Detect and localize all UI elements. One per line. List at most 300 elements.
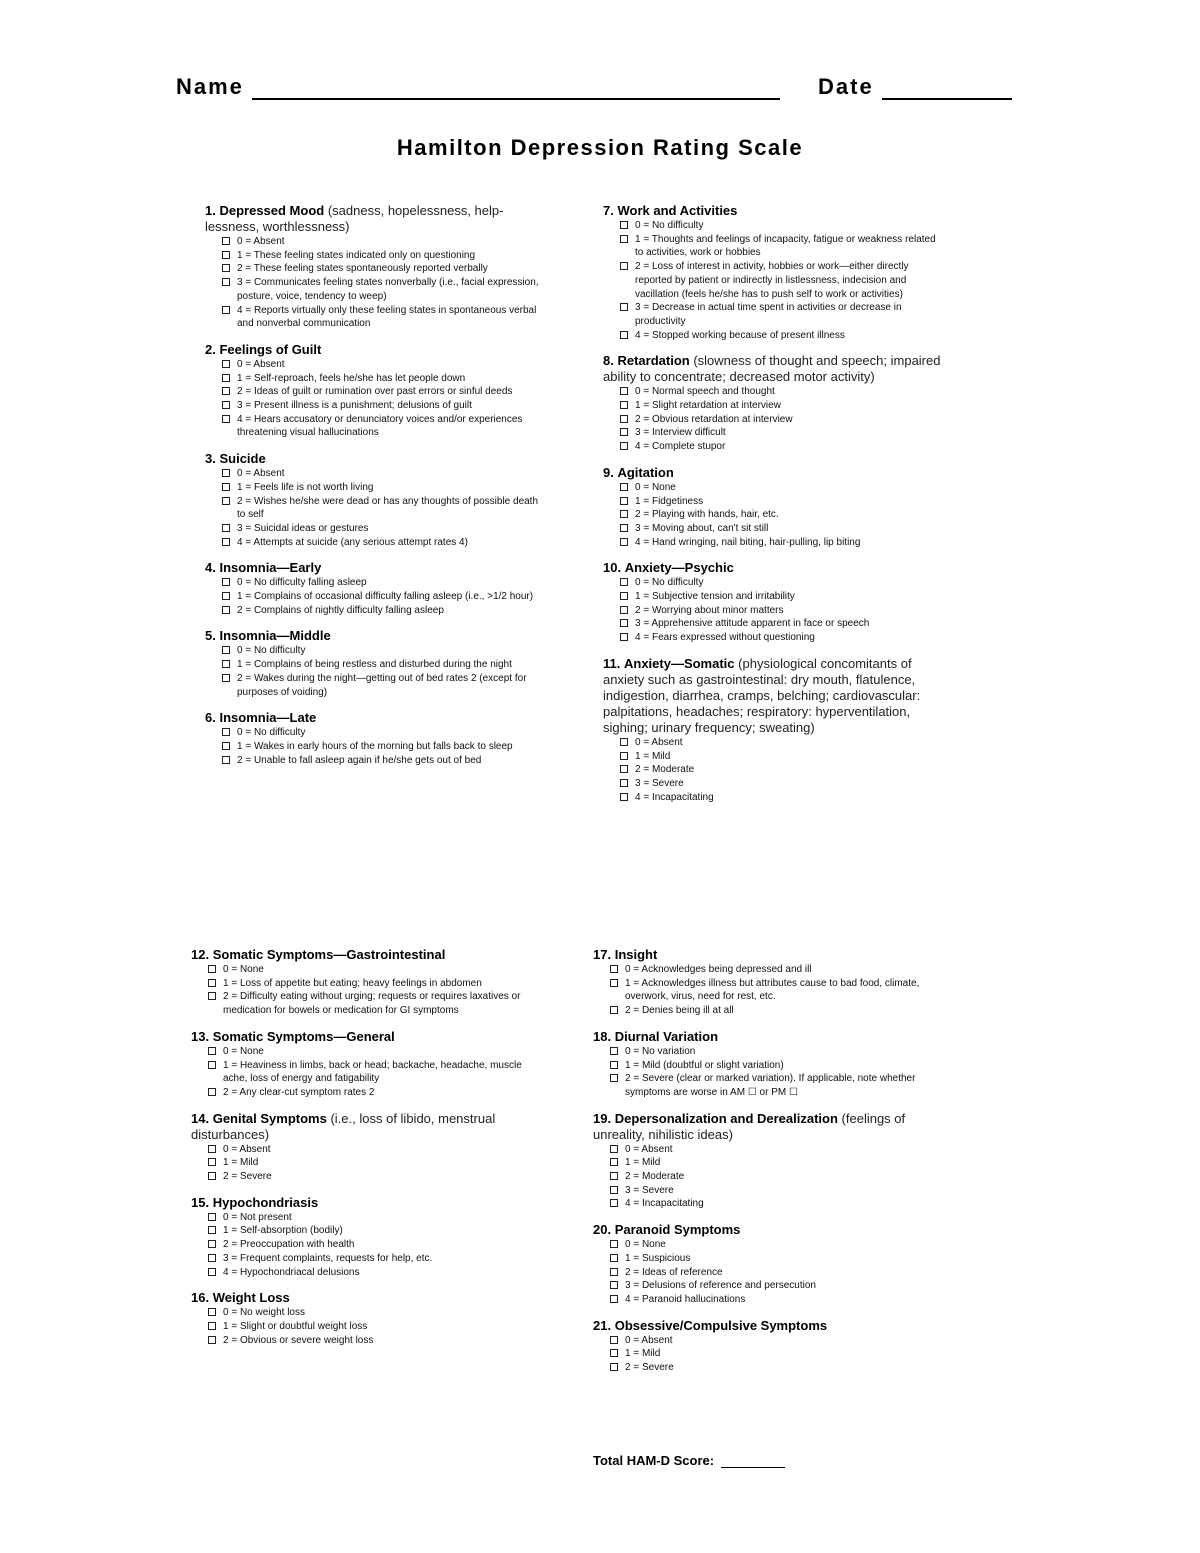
question-heading: [191, 1111, 531, 1143]
option-row: [205, 740, 545, 754]
option-label: 0 = No difficulty falling asleep: [237, 577, 367, 589]
option-label: 0 = Absent: [625, 1334, 673, 1346]
option-label: 1 = These feeling states indicated only on questioning: [237, 249, 476, 261]
option-checkbox[interactable]: [620, 738, 628, 746]
question-title: Diurnal Variation: [614, 1028, 719, 1044]
question-title: Suicide: [219, 451, 266, 467]
question-item: [603, 465, 943, 550]
column-bottom-left: [191, 947, 531, 1358]
option-checkbox[interactable]: [620, 401, 628, 409]
option-label: 0 = None: [223, 964, 264, 975]
option-row: [593, 1184, 933, 1198]
option-checkbox[interactable]: [208, 1308, 216, 1316]
question-item: [205, 628, 545, 699]
question-number: 5.: [205, 628, 216, 644]
option-checkbox[interactable]: [208, 1213, 216, 1221]
option-checkbox[interactable]: [222, 387, 230, 395]
option-checkbox[interactable]: [222, 401, 230, 409]
option-label: 0 = Acknowledges being depressed and ill: [625, 964, 812, 975]
question-number: 6.: [205, 710, 216, 726]
option-row: [191, 1059, 531, 1086]
option-row: [603, 219, 943, 233]
name-line[interactable]: [252, 76, 780, 100]
option-row: [593, 1334, 933, 1348]
question-number: 17.: [593, 947, 612, 962]
question-title: Somatic Symptoms—General: [212, 1028, 395, 1044]
option-checkbox[interactable]: [610, 979, 618, 987]
question-heading: [603, 560, 943, 576]
option-row: [593, 1045, 933, 1059]
option-label: 3 = Moving about, can't sit still: [635, 522, 769, 534]
option-label: 2 = Complains of nightly difficulty falling asleep: [237, 604, 444, 616]
option-checkbox[interactable]: [222, 606, 230, 614]
option-row: [191, 977, 531, 991]
option-row: [205, 249, 545, 263]
option-checkbox[interactable]: [222, 592, 230, 600]
option-checkbox[interactable]: [222, 469, 230, 477]
option-checkbox[interactable]: [208, 1268, 216, 1276]
option-row: [191, 1224, 531, 1238]
name-label: Name: [176, 74, 244, 99]
option-checkbox[interactable]: [620, 510, 628, 518]
option-label: 1 = Loss of appetite but eating; heavy feelings in abdomen: [223, 977, 482, 989]
option-row: [205, 726, 545, 740]
option-checkbox[interactable]: [620, 483, 628, 491]
question-heading: [191, 1029, 531, 1045]
question-number: 7.: [603, 203, 614, 218]
option-checkbox[interactable]: [610, 1349, 618, 1357]
question-number: 8.: [603, 353, 614, 369]
question-heading: [205, 203, 545, 235]
option-checkbox[interactable]: [208, 965, 216, 973]
question-heading: [191, 947, 531, 963]
question-item: [593, 1318, 933, 1375]
question-number: 13.: [191, 1028, 210, 1044]
option-checkbox[interactable]: [222, 497, 230, 505]
option-checkbox[interactable]: [208, 1061, 216, 1069]
option-label: 4 = Complete stupor: [635, 441, 726, 453]
option-row: [593, 1156, 933, 1170]
option-row: [603, 536, 943, 550]
question-title: Insomnia—Middle: [219, 628, 331, 644]
option-label: 1 = Mild (doubtful or slight variation): [625, 1059, 784, 1071]
option-checkbox[interactable]: [610, 1145, 618, 1153]
option-checkbox[interactable]: [620, 387, 628, 395]
option-checkbox[interactable]: [620, 524, 628, 532]
option-checkbox[interactable]: [222, 660, 230, 668]
option-row: [593, 1293, 933, 1307]
option-row: [205, 262, 545, 276]
question-item: [603, 560, 943, 645]
question-item: [603, 656, 943, 805]
option-checkbox[interactable]: [620, 235, 628, 243]
option-checkbox[interactable]: [610, 1172, 618, 1180]
option-row: [205, 399, 545, 413]
question-title: Anxiety—Psychic: [624, 560, 734, 576]
option-checkbox[interactable]: [610, 1158, 618, 1166]
option-checkbox[interactable]: [222, 415, 230, 423]
option-row: [593, 1197, 933, 1211]
question-title: Somatic Symptoms—Gastrointestinal: [212, 947, 446, 962]
option-checkbox[interactable]: [222, 483, 230, 491]
option-row: [593, 963, 933, 977]
question-number: 4.: [205, 560, 216, 576]
question-title: Anxiety—Somatic: [623, 655, 735, 671]
option-row: [205, 495, 545, 522]
total-score-label: Total HAM-D Score:: [593, 1453, 715, 1468]
option-label: 1 = Mild: [625, 1348, 661, 1360]
option-checkbox[interactable]: [222, 237, 230, 245]
question-item: [593, 1111, 933, 1212]
option-label: 0 = No difficulty: [237, 645, 306, 657]
option-checkbox[interactable]: [620, 331, 628, 339]
question-title: Feelings of Guilt: [219, 341, 322, 357]
column-top-right: [603, 203, 943, 815]
option-label: 0 = No difficulty: [237, 727, 306, 739]
option-row: [205, 754, 545, 768]
option-checkbox[interactable]: [620, 606, 628, 614]
option-label: 2 = Moderate: [625, 1171, 685, 1183]
option-checkbox[interactable]: [610, 1186, 618, 1194]
option-label: 3 = Delusions of reference and persecution: [625, 1280, 816, 1292]
option-checkbox[interactable]: [222, 360, 230, 368]
option-label: 4 = Incapacitating: [625, 1198, 704, 1210]
option-label: 0 = Absent: [223, 1143, 271, 1155]
option-label: 1 = Thoughts and feelings of incapacity, fatigue or weakness related to activities, work or hobbies: [635, 233, 936, 259]
option-checkbox[interactable]: [610, 1047, 618, 1055]
option-checkbox[interactable]: [610, 1295, 618, 1303]
option-checkbox[interactable]: [610, 1074, 618, 1082]
option-row: [593, 1252, 933, 1266]
option-label: 1 = Slight retardation at interview: [635, 400, 781, 412]
option-row: [603, 385, 943, 399]
option-row: [205, 604, 545, 618]
question-heading: [593, 1222, 933, 1238]
option-checkbox[interactable]: [620, 765, 628, 773]
option-row: [603, 590, 943, 604]
option-checkbox[interactable]: [620, 592, 628, 600]
option-row: [191, 1334, 531, 1348]
option-checkbox[interactable]: [222, 538, 230, 546]
option-label: 2 = Severe: [223, 1171, 272, 1183]
option-row: [191, 1170, 531, 1184]
option-row: [191, 1306, 531, 1320]
option-checkbox[interactable]: [620, 415, 628, 423]
question-title: Hypochondriasis: [212, 1194, 319, 1210]
option-checkbox[interactable]: [222, 278, 230, 286]
question-item: [603, 203, 943, 342]
option-row: [603, 399, 943, 413]
option-checkbox[interactable]: [222, 674, 230, 682]
option-checkbox[interactable]: [208, 1254, 216, 1262]
option-checkbox[interactable]: [610, 1336, 618, 1344]
column-top-left: [205, 203, 545, 778]
option-row: [593, 1238, 933, 1252]
option-checkbox[interactable]: [222, 728, 230, 736]
option-checkbox[interactable]: [222, 756, 230, 764]
option-row: [603, 604, 943, 618]
option-row: [205, 358, 545, 372]
option-checkbox[interactable]: [620, 633, 628, 641]
option-row: [593, 1143, 933, 1157]
option-row: [205, 576, 545, 590]
option-label: 2 = Obvious retardation at interview: [635, 413, 793, 425]
option-label: 3 = Severe: [625, 1184, 674, 1196]
option-checkbox[interactable]: [620, 619, 628, 627]
question-number: 18.: [593, 1028, 612, 1044]
option-checkbox[interactable]: [620, 262, 628, 270]
question-number: 10.: [603, 560, 622, 576]
option-checkbox[interactable]: [610, 1006, 618, 1014]
option-checkbox[interactable]: [222, 374, 230, 382]
question-heading: [593, 947, 933, 963]
page-title: Hamilton Depression Rating Scale: [396, 135, 804, 160]
option-label: 4 = Incapacitating: [635, 791, 714, 803]
question-heading: [205, 628, 545, 644]
option-label: 3 = Apprehensive attitude apparent in face or speech: [635, 618, 870, 630]
option-label: 3 = Frequent complaints, requests for help, etc.: [223, 1252, 433, 1264]
option-checkbox[interactable]: [620, 221, 628, 229]
option-label: 2 = Obvious or severe weight loss: [223, 1334, 374, 1346]
option-row: [603, 750, 943, 764]
date-field: [818, 74, 1012, 100]
option-label: 3 = Communicates feeling states nonverbally (i.e., facial expression, posture, voice, tendency to weep): [237, 277, 539, 302]
option-row: [603, 440, 943, 454]
option-label: 2 = Wakes during the night—getting out of bed rates 2 (except for purposes of voiding): [237, 672, 527, 698]
name-field: [176, 74, 780, 100]
option-row: [191, 1252, 531, 1266]
option-row: [205, 590, 545, 604]
option-checkbox[interactable]: [610, 1363, 618, 1371]
question-title: Insomnia—Early: [219, 560, 322, 576]
option-checkbox[interactable]: [620, 428, 628, 436]
option-checkbox[interactable]: [222, 524, 230, 532]
option-label: 2 = Preoccupation with health: [223, 1239, 355, 1251]
option-row: [603, 631, 943, 645]
option-label: 1 = Complains of being restless and disturbed during the night: [237, 659, 512, 671]
option-checkbox[interactable]: [620, 793, 628, 801]
option-label: 0 = None: [625, 1239, 666, 1251]
option-row: [593, 1004, 933, 1018]
question-number: 1.: [205, 203, 216, 218]
question-item: [593, 1222, 933, 1307]
total-score-line[interactable]: [721, 1455, 785, 1468]
option-row: [603, 426, 943, 440]
option-row: [603, 777, 943, 791]
question-item: [205, 560, 545, 617]
question-number: 2.: [205, 341, 216, 357]
question-number: 19.: [593, 1110, 612, 1126]
option-checkbox[interactable]: [610, 1254, 618, 1262]
question-number: 14.: [191, 1110, 210, 1126]
date-label: Date: [818, 74, 874, 99]
option-row: [603, 481, 943, 495]
option-label: 4 = Hears accusatory or denunciatory voices and/or experiences threatening visual hallucinations: [237, 413, 523, 439]
option-row: [191, 1143, 531, 1157]
question-number: 3.: [205, 451, 216, 467]
option-row: [593, 1072, 933, 1099]
question-heading: [205, 560, 545, 576]
option-checkbox[interactable]: [208, 992, 216, 1000]
question-title: Genital Symptoms: [212, 1110, 327, 1126]
option-label: 2 = Difficulty eating without urging; requests or requires laxatives or medication for bowels or medication for GI symptoms: [223, 991, 521, 1017]
option-label: 1 = Mild: [223, 1157, 259, 1169]
option-label: 3 = Present illness is a punishment; delusions of guilt: [237, 400, 472, 412]
option-label: 2 = These feeling states spontaneously reported verbally: [237, 263, 488, 275]
option-checkbox[interactable]: [208, 1145, 216, 1153]
question-title: Paranoid Symptoms: [614, 1222, 741, 1238]
question-heading: [593, 1111, 933, 1143]
option-row: [603, 301, 943, 328]
question-item: [593, 1029, 933, 1100]
option-row: [205, 304, 545, 331]
option-row: [191, 1086, 531, 1100]
option-label: 4 = Stopped working because of present illness: [635, 329, 845, 341]
option-row: [603, 233, 943, 260]
option-label: 1 = Mild: [635, 750, 671, 762]
question-description: (feelings of unreality, nihilistic ideas): [593, 1110, 906, 1142]
option-label: 1 = Feels life is not worth living: [237, 481, 374, 493]
option-checkbox[interactable]: [222, 306, 230, 314]
question-title: Work and Activities: [617, 203, 738, 218]
option-checkbox[interactable]: [610, 1281, 618, 1289]
option-row: [593, 1279, 933, 1293]
option-row: [191, 1045, 531, 1059]
option-checkbox[interactable]: [610, 1240, 618, 1248]
question-number: 9.: [603, 464, 614, 480]
question-title: Depressed Mood: [219, 203, 325, 218]
question-heading: [205, 342, 545, 358]
option-label: 4 = Paranoid hallucinations: [625, 1293, 746, 1305]
option-row: [205, 536, 545, 550]
option-checkbox[interactable]: [208, 1047, 216, 1055]
option-checkbox[interactable]: [610, 965, 618, 973]
question-title: Retardation: [617, 353, 690, 369]
option-checkbox[interactable]: [208, 1088, 216, 1096]
option-checkbox[interactable]: [610, 1199, 618, 1207]
question-heading: [593, 1318, 933, 1334]
option-checkbox[interactable]: [610, 1268, 618, 1276]
question-title: Depersonalization and Derealization: [614, 1110, 838, 1126]
option-label: 1 = Self-reproach, feels he/she has let people down: [237, 372, 466, 384]
option-label: 3 = Severe: [635, 777, 684, 789]
question-item: [191, 1290, 531, 1347]
option-label: 2 = Worrying about minor matters: [635, 604, 784, 616]
option-checkbox[interactable]: [620, 538, 628, 546]
question-item: [205, 451, 545, 549]
option-label: 1 = Heaviness in limbs, back or head; backache, headache, muscle ache, loss of energy and fatigability: [223, 1059, 522, 1085]
option-row: [205, 672, 545, 699]
option-checkbox[interactable]: [620, 779, 628, 787]
question-heading: [205, 451, 545, 467]
option-label: 0 = Absent: [625, 1143, 673, 1155]
option-row: [205, 658, 545, 672]
option-label: 1 = Fidgetiness: [635, 495, 704, 507]
option-checkbox[interactable]: [208, 1226, 216, 1234]
option-checkbox[interactable]: [620, 752, 628, 760]
option-checkbox[interactable]: [620, 442, 628, 450]
option-row: [603, 617, 943, 631]
question-title: Weight Loss: [212, 1290, 290, 1306]
option-checkbox[interactable]: [208, 1336, 216, 1344]
question-heading: [603, 203, 943, 219]
option-row: [593, 1059, 933, 1073]
option-label: 2 = Wishes he/she were dead or has any thoughts of possible death to self: [237, 495, 539, 521]
date-line[interactable]: [882, 76, 1012, 100]
option-label: 3 = Interview difficult: [635, 427, 726, 439]
option-checkbox[interactable]: [222, 742, 230, 750]
question-item: [205, 710, 545, 767]
option-row: [603, 522, 943, 536]
question-item: [205, 342, 545, 440]
option-row: [603, 260, 943, 301]
option-row: [593, 1347, 933, 1361]
option-label: 0 = No difficulty: [635, 220, 704, 231]
option-label: 1 = Suspicious: [625, 1252, 691, 1264]
option-checkbox[interactable]: [222, 264, 230, 272]
question-title: Insomnia—Late: [219, 710, 317, 726]
question-number: 15.: [191, 1194, 210, 1210]
option-checkbox[interactable]: [620, 578, 628, 586]
option-label: 0 = Not present: [223, 1211, 292, 1223]
option-row: [191, 1266, 531, 1280]
option-row: [205, 235, 545, 249]
option-row: [191, 963, 531, 977]
option-row: [593, 1266, 933, 1280]
option-row: [191, 1320, 531, 1334]
option-label: 0 = Normal speech and thought: [635, 386, 775, 398]
option-label: 0 = None: [635, 481, 676, 493]
option-checkbox[interactable]: [620, 497, 628, 505]
option-checkbox[interactable]: [610, 1061, 618, 1069]
option-label: 1 = Mild: [625, 1157, 661, 1169]
question-heading: [191, 1195, 531, 1211]
option-row: [603, 736, 943, 750]
option-label: 4 = Reports virtually only these feeling states in spontaneous verbal and nonverbal communication: [237, 304, 537, 330]
option-row: [593, 1361, 933, 1375]
option-checkbox[interactable]: [222, 251, 230, 259]
option-checkbox[interactable]: [222, 646, 230, 654]
question-number: 12.: [191, 947, 210, 962]
option-label: 1 = Wakes in early hours of the morning but falls back to sleep: [237, 740, 513, 752]
question-number: 21.: [593, 1317, 612, 1333]
option-row: [191, 990, 531, 1017]
question-description: (sadness, hopelessness, help-lessness, worthlessness): [205, 203, 504, 234]
option-checkbox[interactable]: [208, 1322, 216, 1330]
question-description: (slowness of thought and speech; impaired ability to concentrate; decreased motor activity): [603, 353, 941, 385]
option-row: [603, 413, 943, 427]
option-row: [205, 481, 545, 495]
option-row: [603, 495, 943, 509]
option-row: [593, 977, 933, 1004]
option-checkbox[interactable]: [208, 1158, 216, 1166]
option-label: 2 = Any clear-cut symptom rates 2: [223, 1086, 375, 1098]
option-label: 4 = Hypochondriacal delusions: [223, 1266, 360, 1278]
option-checkbox[interactable]: [208, 1172, 216, 1180]
question-heading: [593, 1029, 933, 1045]
option-label: 2 = Severe (clear or marked variation). If applicable, note whether symptoms are worse in AM ☐ or PM ☐: [625, 1073, 916, 1098]
question-description: (physiological concomitants of anxiety such as gastrointestinal: dry mouth, flatulence, indigestion, diarrhea, cramps, belching; cardiovascular: palpitations, headaches; respiratory: hyperventilation, sighing; urinary frequency; sweating): [603, 655, 921, 735]
option-checkbox[interactable]: [208, 1240, 216, 1248]
question-number: 11.: [603, 655, 621, 671]
option-checkbox[interactable]: [208, 979, 216, 987]
question-item: [191, 1111, 531, 1184]
question-heading: [603, 465, 943, 481]
question-heading: [603, 656, 943, 736]
option-checkbox[interactable]: [620, 303, 628, 311]
option-label: 0 = No variation: [625, 1045, 696, 1057]
option-checkbox[interactable]: [222, 578, 230, 586]
